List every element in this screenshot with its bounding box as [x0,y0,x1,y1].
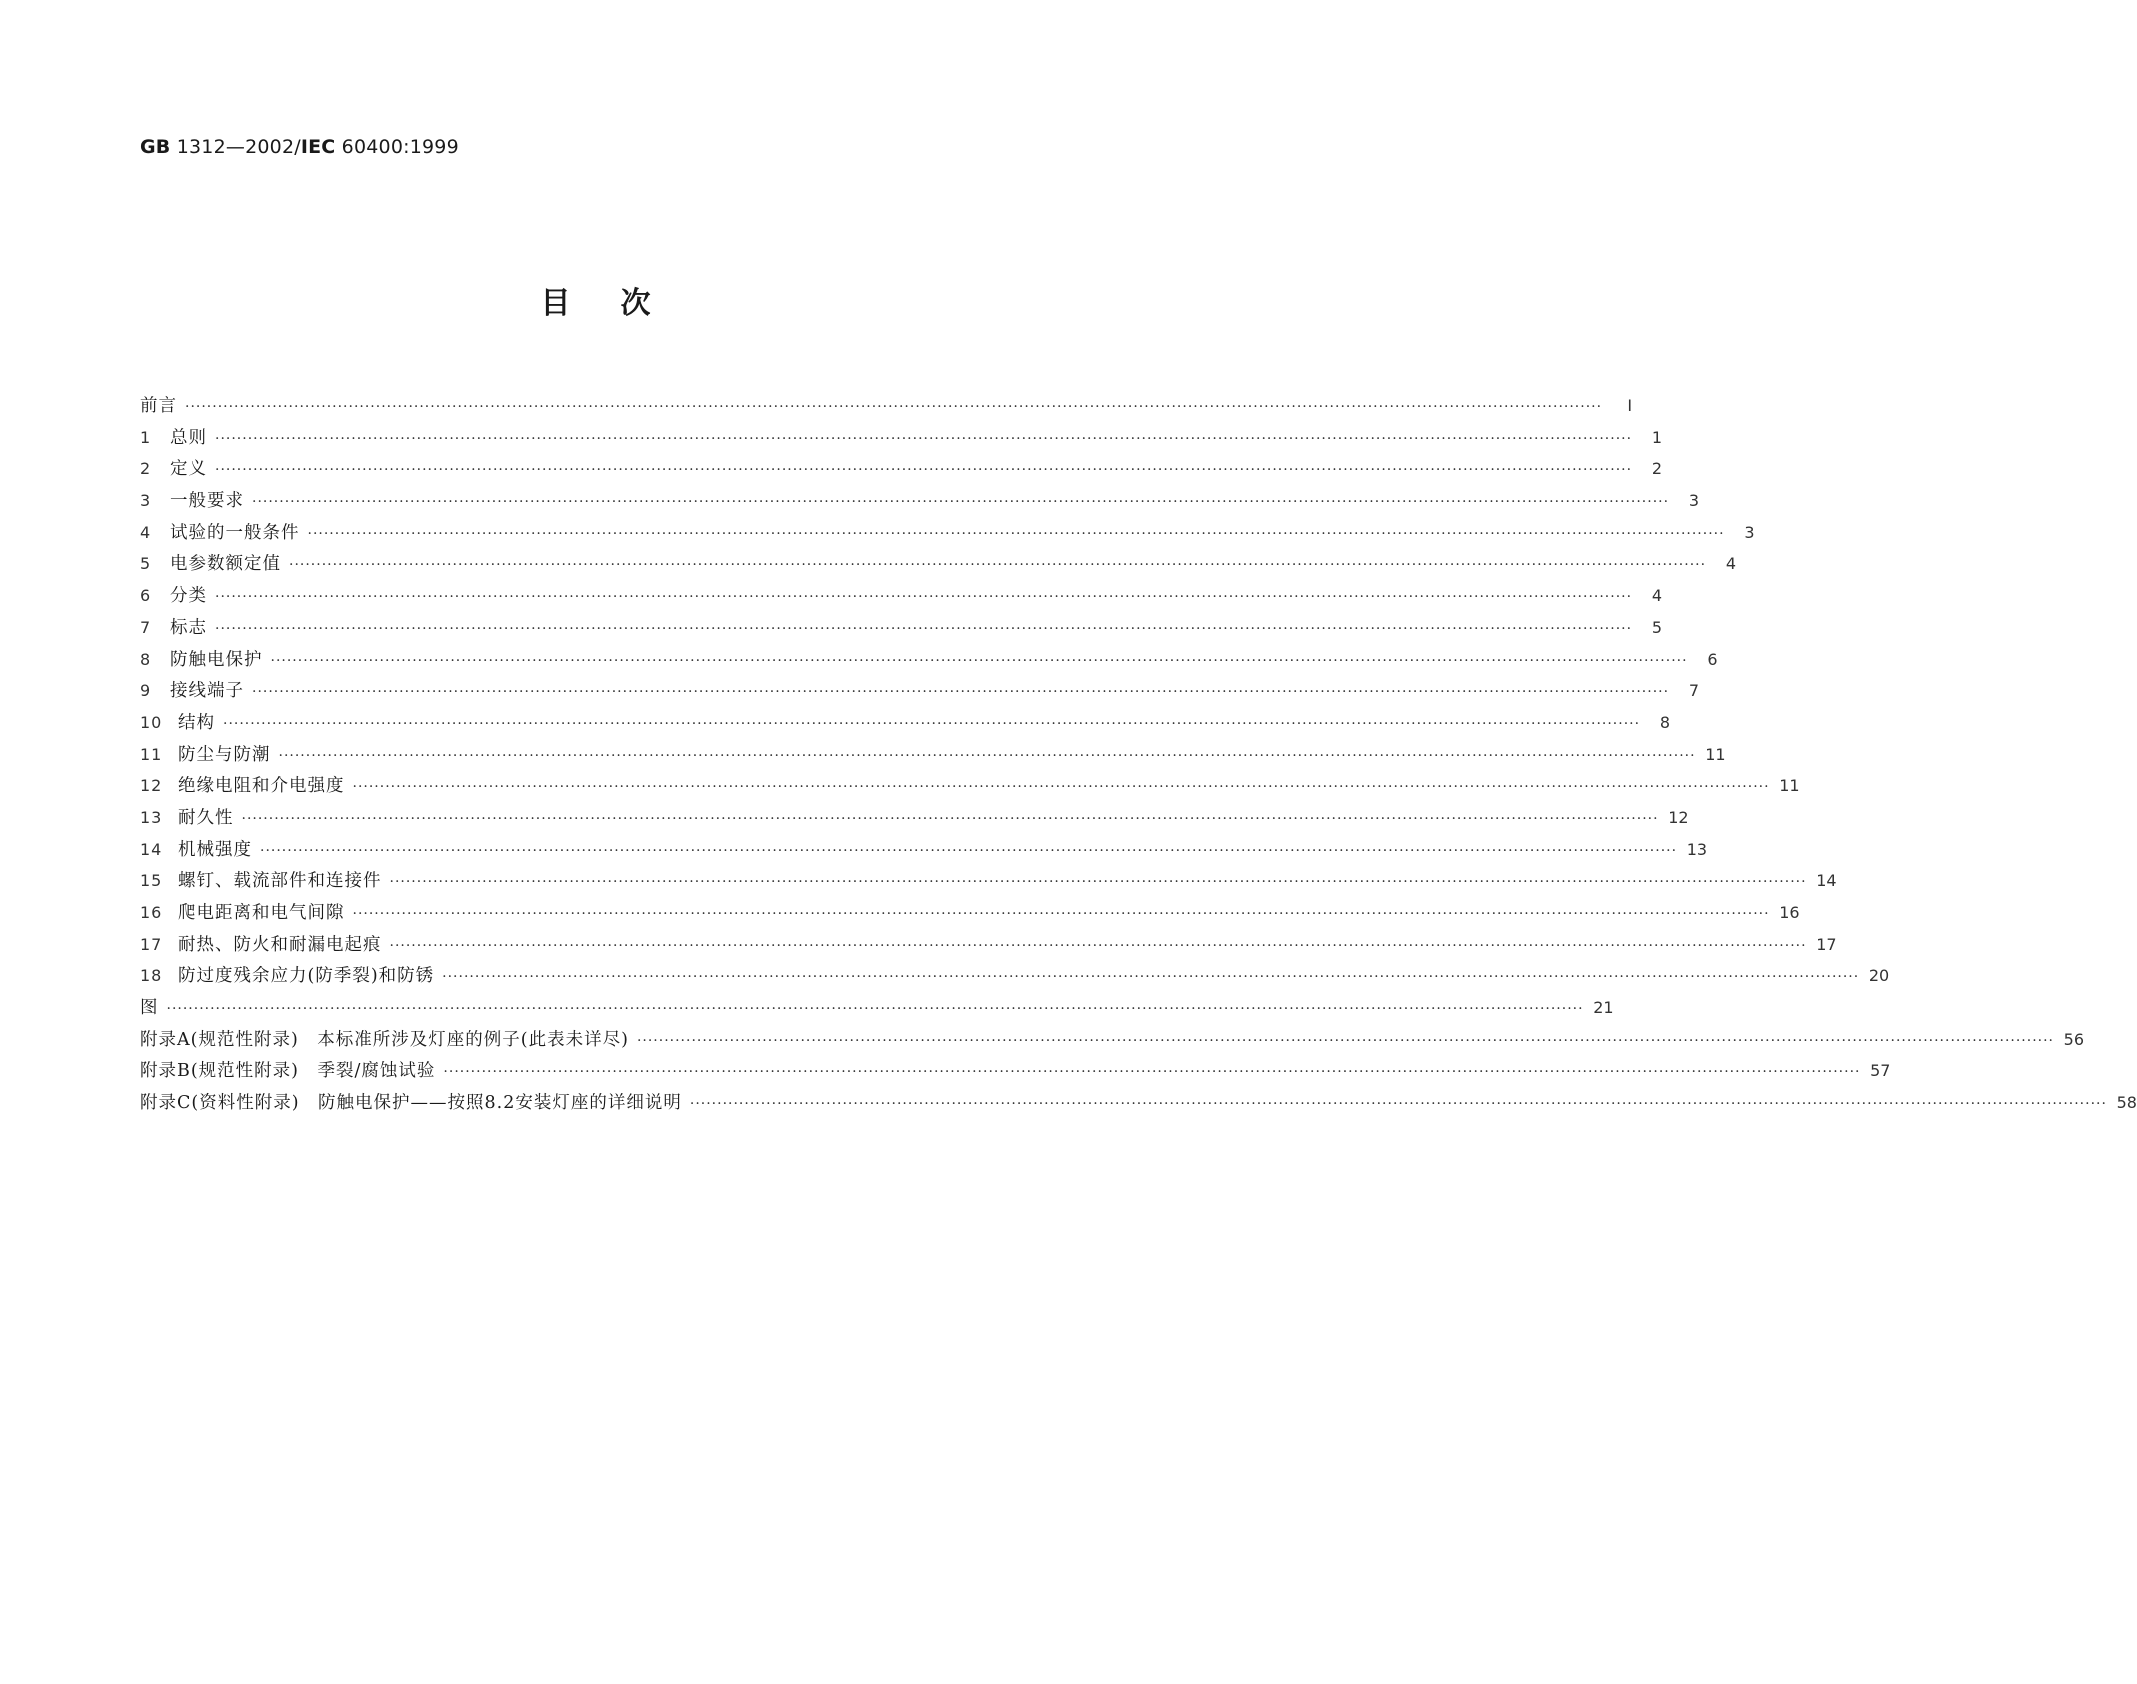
toc-entry-label [140,644,263,677]
toc-dot-leader: ···································································································································································································································································· [352,779,1770,796]
toc-entry-label [140,707,215,740]
toc-entry-number: 9 [140,681,152,701]
toc-entry-title: 螺钉、载流部件和连接件 [178,871,382,892]
toc-entry[interactable] [140,485,1700,517]
toc-entry[interactable] [140,453,1663,485]
toc-entry-label [140,391,177,423]
toc-entry-label [140,1056,435,1088]
toc-entry-page: 3 [1744,522,1755,542]
toc-entry-label [140,1025,629,1057]
toc-entry[interactable] [140,517,1755,549]
toc-entry[interactable] [140,960,1890,992]
toc-dot-leader: ···································································································································································································································································· [443,1064,1861,1081]
toc-dot-leader: ···································································································································································································································································· [260,842,1678,859]
toc-entry-title: 定义 [170,459,207,480]
toc-entry[interactable] [140,897,1800,929]
toc-dot-leader: ···································································································································································································································································· [185,399,1603,415]
toc-dot-leader: ···································································································································································································································································· [307,525,1725,542]
toc-entry-label [140,548,281,581]
toc-entry-page: 1 [1651,427,1663,447]
toc-entry-number: 1 [140,427,152,447]
toc-entry-title: 防尘与防潮 [178,744,271,765]
toc-entry[interactable] [140,865,1837,897]
toc-entry-number: 13 [140,807,163,827]
toc-entry-title: 附录B(规范性附录) 季裂/腐蚀试验 [140,1061,436,1082]
toc-entry-label [140,675,244,708]
toc-dot-leader: ···································································································································································································································································· [223,715,1641,732]
toc-dot-leader: ···································································································································································································································································· [352,906,1770,922]
toc-dot-leader: ···································································································································································································································································· [215,589,1633,606]
toc-entry[interactable] [140,422,1663,454]
toc-entry-label [140,960,434,993]
toc-entry-number: 15 [140,871,163,891]
toc-entry-page: I [1627,396,1633,415]
toc-dot-leader: ···································································································································································································································································· [270,652,1688,669]
toc-entry-title: 附录A(规范性附录) 本标准所涉及灯座的例子(此表未详尽) [140,1029,629,1050]
gb-prefix: GB [140,136,171,158]
toc-dot-leader: ···································································································································································································································································· [636,1032,2055,1049]
toc-entry-title: 防触电保护 [170,649,263,670]
toc-entry-number: 4 [140,522,152,542]
toc-entry[interactable] [140,390,1633,422]
toc-entry-page: 6 [1707,649,1718,669]
toc-entry-title: 防过度残余应力(防季裂)和防锈 [178,966,435,987]
toc-entry[interactable] [140,739,1726,771]
toc-entry-title: 机械强度 [178,839,252,860]
toc-entry-number: 12 [140,776,163,796]
toc-entry-title: 耐热、防火和耐漏电起痕 [178,934,382,955]
toc-entry-title: 试验的一般条件 [170,522,300,543]
toc-entry-label [140,612,207,645]
toc-dot-leader: ···································································································································································································································································· [252,684,1670,701]
toc-entry-number: 18 [140,966,163,986]
toc-entry-label [140,580,207,613]
toc-entry[interactable] [140,1087,2137,1119]
toc-entry-title: 附录C(资料性附录) 防触电保护——按照8.2安装灯座的详细说明 [140,1093,682,1114]
toc-dot-leader: ···································································································································································································································································· [215,620,1633,637]
toc-entry-title: 耐久性 [178,807,234,828]
iec-prefix: IEC [300,136,336,158]
toc-dot-leader: ···································································································································································································································································· [289,557,1707,574]
toc-entry[interactable] [140,1024,2085,1056]
toc-dot-leader: ···································································································································································································································································· [252,494,1670,511]
toc-entry-page: 4 [1725,554,1737,574]
toc-entry-page: 17 [1816,934,1837,954]
toc-entry-label [140,802,234,835]
toc-entry-label [140,517,300,550]
toc-entry[interactable] [140,802,1689,834]
toc-dot-leader: ···································································································································································································································································· [215,462,1633,479]
toc-entry-title: 总则 [170,427,207,448]
toc-dot-leader: ···································································································································································································································································· [278,747,1696,764]
toc-entry-number: 16 [140,903,163,922]
toc-entry-page: 20 [1868,966,1890,986]
toc-entry-page: 58 [2116,1093,2137,1113]
toc-dot-leader: ···································································································································································································································································· [241,810,1659,827]
page-title: 目次 [540,286,701,321]
toc-entry[interactable] [140,707,1671,739]
toc-entry-label [140,739,271,772]
toc-entry[interactable] [140,992,1614,1024]
table-of-contents [140,390,2137,1119]
toc-entry-title: 一般要求 [170,491,244,512]
toc-entry-number: 8 [140,649,152,669]
toc-entry-number: 6 [140,586,152,606]
gb-number: 1312—2002/ [170,136,301,158]
toc-entry-page: 3 [1688,491,1700,511]
toc-entry[interactable] [140,612,1663,644]
toc-entry-label [140,1088,682,1120]
toc-entry-title: 分类 [170,586,207,607]
toc-entry-label [140,485,244,518]
toc-dot-leader: ···································································································································································································································································· [389,874,1807,891]
toc-entry-label [140,865,382,898]
toc-entry-number: 11 [140,744,163,764]
toc-entry[interactable] [140,675,1700,707]
toc-entry[interactable] [140,834,1708,866]
toc-entry-title: 电参数额定值 [170,554,281,575]
document-code [140,136,459,158]
toc-entry-title: 结构 [178,712,215,733]
toc-entry-number: 17 [140,934,163,954]
toc-entry[interactable] [140,644,1718,676]
toc-dot-leader: ···································································································································································································································································· [166,1001,1584,1018]
toc-entry-title: 图 [140,998,159,1019]
toc-entry-title: 接线端子 [170,681,244,702]
toc-entry[interactable] [140,580,1663,612]
toc-entry-label [140,770,345,803]
toc-entry-page: 8 [1659,712,1671,732]
toc-entry[interactable] [140,548,1737,580]
toc-entry-title: 前言 [140,396,177,416]
toc-entry-page: 4 [1651,586,1663,606]
toc-entry-page: 13 [1686,839,1708,859]
toc-entry-page: 5 [1651,617,1663,637]
toc-entry[interactable] [140,1055,1891,1087]
toc-entry-page: 7 [1688,681,1700,701]
toc-entry-label [140,422,207,455]
toc-entry-number: 2 [140,459,152,479]
toc-entry-page: 57 [1870,1061,1891,1081]
toc-dot-leader: ···································································································································································································································································· [389,937,1807,954]
toc-entry-label [140,453,207,486]
toc-entry-label [140,993,159,1025]
toc-entry-title: 标志 [170,617,207,638]
toc-entry-number: 7 [140,617,152,637]
toc-entry-label [140,929,382,962]
toc-dot-leader: ···································································································································································································································································· [689,1096,2107,1113]
toc-entry-page: 11 [1705,744,1726,764]
toc-entry-number: 3 [140,491,152,511]
toc-entry-label [140,897,345,930]
toc-entry-page: 16 [1779,903,1800,922]
toc-entry-page: 21 [1593,998,1614,1018]
toc-entry-number: 14 [140,839,163,859]
toc-dot-leader: ···································································································································································································································································· [215,430,1633,447]
iec-number: 60400:1999 [335,136,459,158]
toc-entry-number: 10 [140,712,163,732]
toc-entry-number: 5 [140,554,152,574]
toc-entry-page: 11 [1779,776,1800,796]
toc-entry[interactable] [140,929,1837,961]
toc-entry[interactable] [140,770,1800,802]
toc-dot-leader: ···································································································································································································································································· [442,969,1860,986]
toc-entry-title: 爬电距离和电气间隙 [178,903,345,923]
toc-entry-title: 绝缘电阻和介电强度 [178,776,345,797]
toc-entry-label [140,834,252,867]
toc-entry-page: 12 [1668,807,1689,827]
toc-entry-page: 14 [1816,871,1837,891]
toc-entry-page: 2 [1651,459,1663,479]
toc-entry-page: 56 [2063,1029,2085,1049]
